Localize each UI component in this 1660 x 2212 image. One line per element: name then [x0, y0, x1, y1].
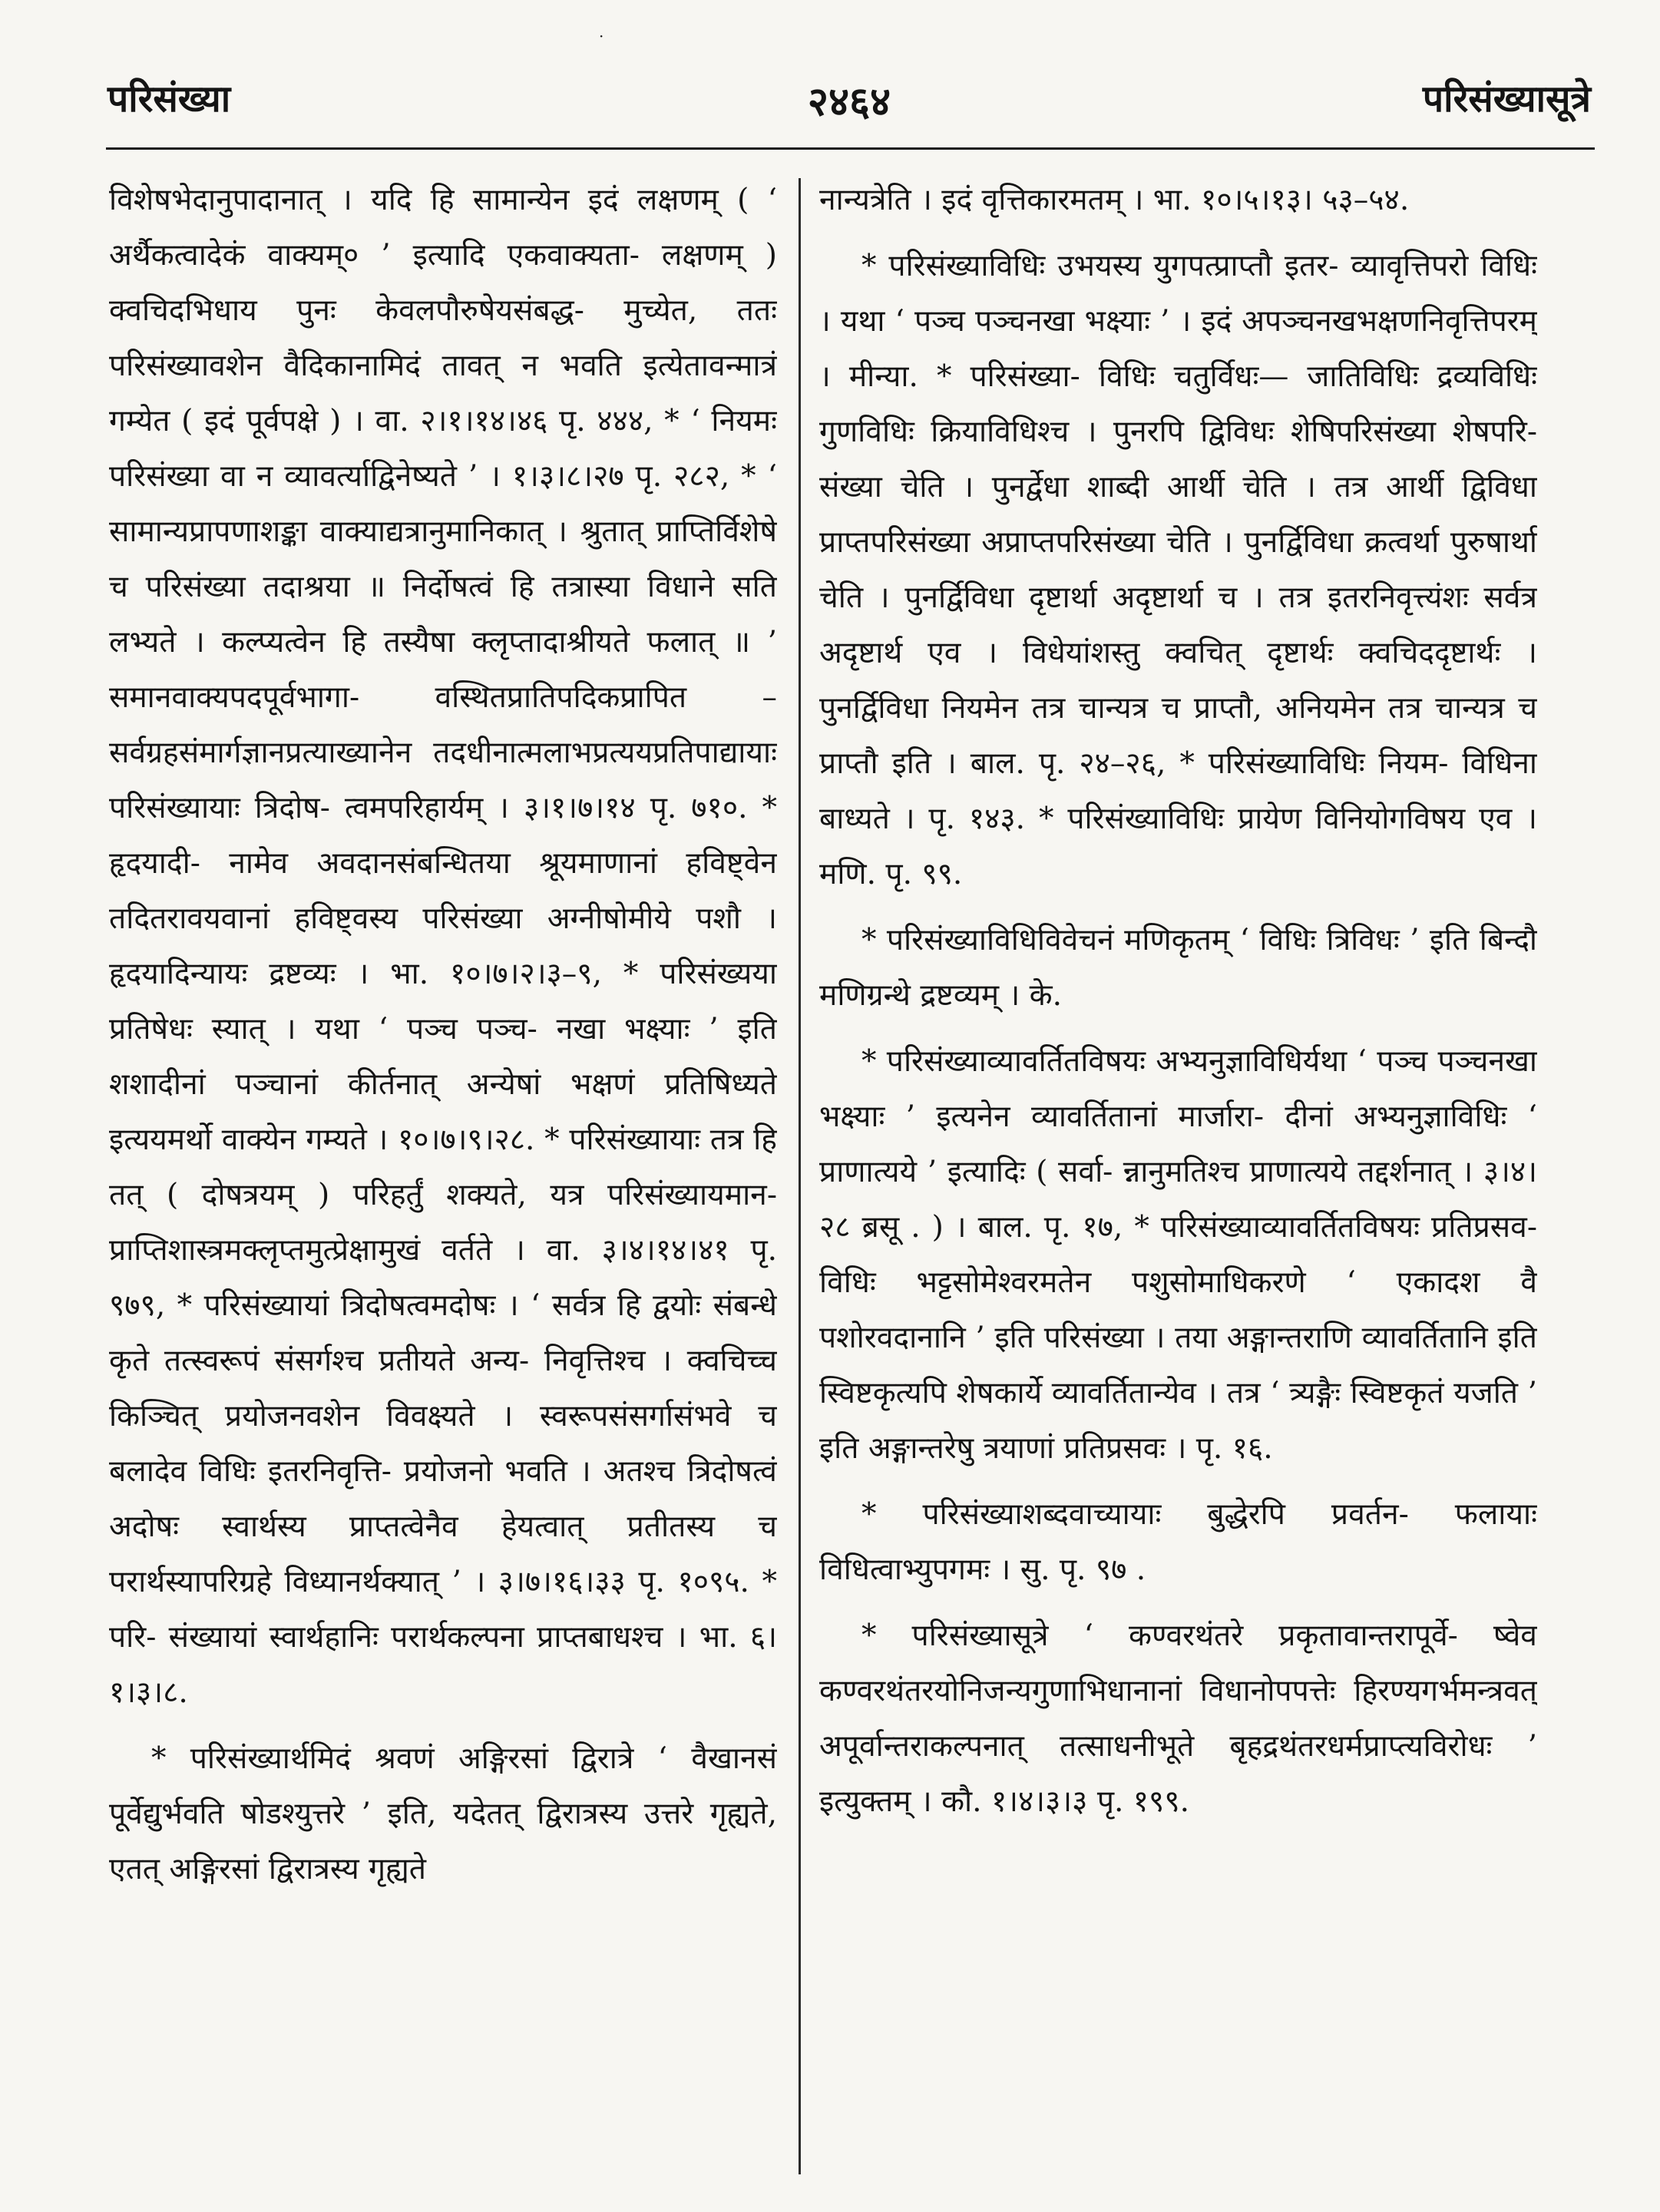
running-head-left: परिसंख्या: [107, 78, 231, 121]
right-paragraph-4: * परिसंख्याव्यावर्तितविषयः अभ्यनुज्ञाविधिर्यथा ‘ पञ्च पञ्चनखा भक्ष्याः ’ इत्यनेन व्यावर्तितानां मार्जारा- दीनां अभ्यनुज्ञाविधिः ‘ प्राणात्यये ’ इत्यादिः ( सर्वा- न्नानुमतिश्च प्राणात्यये तद्दर्शनात् । ३।४।२८ ब्रसू . ) । बाल. पृ. १७, * परिसंख्याव्यावर्तितविषयः प्रतिप्रसव- विधिः भट्टसोमेश्वरमतेन पशुसोमाधिकरणे ‘ एकादश वै पशोरवदानानि ’ इति परिसंख्या । तया अङ्गान्तराणि व्यावर्तितानि इति स्विष्टकृत्यपि शेषकार्ये व्यावर्तितान्येव । तत्र ‘ त्र्यङ्गैः स्विष्टकृतं यजति ’ इति अङ्गान्तरेषु त्रयाणां प्रतिप्रसवः । पृ. १६.: [819, 1044, 1537, 1466]
right-column: [819, 173, 1537, 2169]
right-paragraph-6: * परिसंख्यासूत्रे ‘ कण्वरथंतरे प्रकृतावान्तरापूर्वे- ष्वेव कण्वरथंतरयोनिजन्यगुणाभिधानानां विधानोपपत्तेः हिरण्यगर्भमन्त्रवत् अपूर्वान्तराकल्पनात् तत्साधनीभूते बृहद्रथंतरधर्मप्राप्त्यविरोधः ’ इत्युक्तम् । कौ. १।४।३।३ पृ. १९९.: [819, 1618, 1537, 1819]
running-head-right: परिसंख्यासूत्रे: [1422, 78, 1591, 121]
scan-speck: ·: [599, 27, 604, 45]
column-divider: [799, 178, 801, 2174]
header-rule: [106, 147, 1595, 150]
right-paragraph-3: * परिसंख्याविधिविवेचनं मणिकृतम् ‘ विधिः त्रिविधः ’ इति बिन्दौ मणिग्रन्थे द्रष्टव्यम् । के.: [819, 923, 1537, 1013]
right-paragraph-5: * परिसंख्याशब्दवाच्यायाः बुद्धेरपि प्रवर्तन- फलायाः विधित्वाभ्युपगमः । सु. पृ. ९७ .: [819, 1497, 1537, 1587]
right-paragraph-2: * परिसंख्याविधिः उभयस्य युगपत्प्राप्तौ इतर- व्यावृत्तिपरो विधिः । यथा ‘ पञ्च पञ्चनखा भक्ष्याः ’ । इदं अपञ्चनखभक्षणनिवृत्तिपरम् । मीन्या. * परिसंख्या- विधिः चतुर्विधः— जातिविधिः द्रव्यविधिः गुणविधिः क्रियाविधिश्च । पुनरपि द्विविधः शेषिपरिसंख्या शेषपरि- संख्या चेति । पुनर्द्वेधा शाब्दी आर्थी चेति । तत्र आर्थी द्विविधा प्राप्तपरिसंख्या अप्राप्तपरिसंख्या चेति । पुनर्द्विविधा क्रत्वर्था पुरुषार्था चेति । पुनर्द्विविधा दृष्टार्था अदृष्टार्था च । तत्र इतरनिवृत्त्यंशः सर्वत्र अदृष्टार्थ एव । विधेयांशस्तु क्वचित् दृष्टार्थः क्वचिददृष्टार्थः । पुनर्द्विविधा नियमेन तत्र चान्यत्र च प्राप्तौ, अनियमेन तत्र चान्यत्र च प्राप्तौ इति । बाल. पृ. २४–२६, * परिसंख्याविधिः नियम- विधिना बाध्यते । पृ. १४३. * परिसंख्याविधिः प्रायेण विनियोगविषय एव । मणि. पृ. ९९.: [819, 249, 1537, 891]
page-number: २४६४: [807, 78, 891, 125]
page-header: [107, 73, 1591, 142]
right-paragraph-1: नान्यत्रेति । इदं वृत्तिकारमतम् । भा. १०।५।१३। ५३–५४.: [819, 183, 1410, 217]
left-paragraph-2: * परिसंख्यार्थमिदं श्रवणं अङ्गिरसां द्विरात्रे ‘ वैखानसं पूर्वेद्युर्भवति षोडश्युत्तरे ’ इति, यदेतत् द्विरात्रस्य उत्तरे गृह्यते, एतत् अङ्गिरसां द्विरात्रस्य गृह्यते: [109, 1741, 777, 1886]
left-column: [109, 173, 777, 2169]
left-paragraph-1: विशेषभेदानुपादानात् । यदि हि सामान्येन इदं लक्षणम् ( ‘ अर्थैकत्वादेकं वाक्यम्० ’ इत्यादि एकवाक्यता- लक्षणम् ) क्वचिदभिधाय पुनः केवलपौरुषेयसंबद्ध- मुच्येत, ततः परिसंख्यावशेन वैदिकानामिदं तावत् न भवति इत्येतावन्मात्रं गम्येत ( इदं पूर्वपक्षे ) । वा. २।१।१४।४६ पृ. ४४४, * ‘ नियमः परिसंख्या वा न व्यावर्त्याद्विनेष्यते ’ । १।३।८।२७ पृ. २८२, * ‘ सामान्यप्रापणाशङ्का वाक्याद्यत्रानुमानिकात् । श्रुतात् प्राप्तिर्विशेषे च परिसंख्या तदाश्रया ॥ निर्दोषत्वं हि तत्रास्या विधाने सति लभ्यते । कल्प्यत्वेन हि तस्यैषा क्लृप्तादाश्रीयते फलात् ॥ ’ समानवाक्यपदपूर्वभागा- वस्थितप्रातिपदिकप्रापित – सर्वग्रहसंमार्गज्ञानप्रत्याख्यानेन तदधीनात्मलाभप्रत्ययप्रतिपाद्यायाः परिसंख्यायाः त्रिदोष- त्वमपरिहार्यम् । ३।१।७।१४ पृ. ७१०. * हृदयादी- नामेव अवदानसंबन्धितया श्रूयमाणानां हविष्ट्वेन तदितरावयवानां हविष्ट्वस्य परिसंख्या अग्नीषोमीये पशौ । हृदयादिन्यायः द्रष्टव्यः । भा. १०।७।२।३–९, * परिसंख्यया प्रतिषेधः स्यात् । यथा ‘ पञ्च पञ्च- नखा भक्ष्याः ’ इति शशादीनां पञ्चानां कीर्तनात् अन्येषां भक्षणं प्रतिषिध्यते इत्ययमर्थो वाक्येन गम्यते । १०।७।९।२८. * परिसंख्यायाः तत्र हि तत् ( दोषत्रयम् ) परिहर्तुं शक्यते, यत्र परिसंख्यायमान- प्राप्तिशास्त्रमक्लृप्तमुत्प्रेक्षामुखं वर्तते । वा. ३।४।१४।४१ पृ. ९७९, * परिसंख्यायां त्रिदोषत्वमदोषः । ‘ सर्वत्र हि द्वयोः संबन्धे कृते तत्स्वरूपं संसर्गश्च प्रतीयते अन्य- निवृत्तिश्च । क्वचिच्च किञ्चित् प्रयोजनवशेन विवक्ष्यते । स्वरूपसंसर्गासंभवे च बलादेव विधिः इतरनिवृत्ति- प्रयोजनो भवति । अतश्च त्रिदोषत्वं अदोषः स्वार्थस्य प्राप्तत्वेनैव हेयत्वात् प्रतीतस्य च परार्थस्यापरिग्रहे विध्यानर्थक्यात् ’ । ३।७।१६।३३ पृ. १०९५. * परि- संख्यायां स्वार्थहानिः परार्थकल्पना प्राप्तबाधश्च । भा. ६।१।३।८.: [109, 183, 777, 1710]
